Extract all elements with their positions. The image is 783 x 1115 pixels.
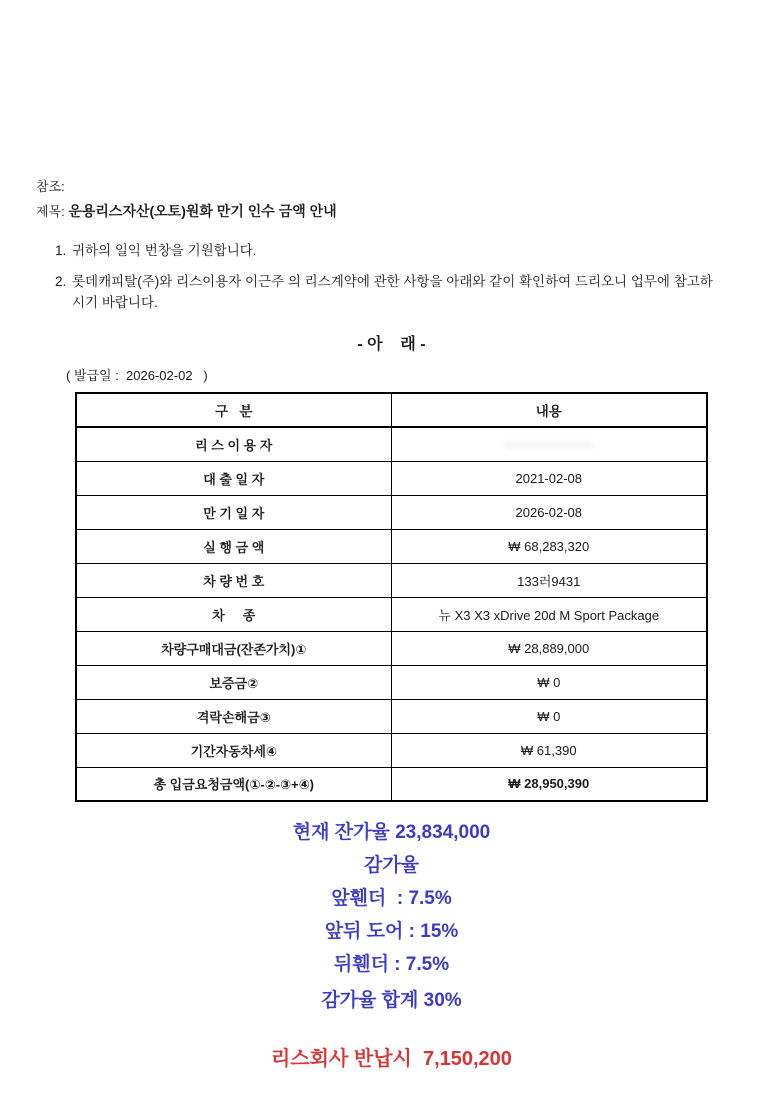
header-content: 내용 [391, 393, 707, 427]
cell-value: 133러9431 [391, 563, 707, 597]
cell-value: ₩ 0 [391, 665, 707, 699]
reference-label: 참조: [36, 179, 65, 194]
table-row [76, 699, 707, 733]
table-row [76, 563, 707, 597]
body-paragraphs [55, 240, 720, 323]
cell-label: 차량구매대금(잔존가치)① [76, 631, 391, 665]
table-row [76, 631, 707, 665]
cell-value [391, 427, 707, 461]
table-row-total [76, 767, 707, 801]
below-heading: - 아 래 - [357, 336, 426, 353]
body-item-1 [55, 240, 720, 261]
cell-value: ₩ 28,950,390 [391, 767, 707, 801]
table-row [76, 665, 707, 699]
cell-value: ₩ 68,283,320 [391, 529, 707, 563]
table-row [76, 733, 707, 767]
table-header-row [76, 393, 707, 427]
document-title: 운용리스자산(오토)원화 만기 인수 금액 안내 [68, 203, 337, 219]
cell-label: 차 종 [76, 597, 391, 631]
table-row [76, 495, 707, 529]
depreciation-rate-heading: 감가율 [363, 855, 420, 876]
title-label: 제목: [36, 204, 69, 219]
cell-value: ₩ 61,390 [391, 733, 707, 767]
table-row [76, 427, 707, 461]
redacted-smudge [504, 441, 594, 449]
cell-label: 대 출 일 자 [76, 461, 391, 495]
current-residual-rate-line: 현재 잔가율 23,834,000 [292, 822, 491, 843]
cell-value: 2021-02-08 [391, 461, 707, 495]
cell-value: 2026-02-08 [391, 495, 707, 529]
cell-value: 뉴 X3 X3 xDrive 20d M Sport Package [391, 597, 707, 631]
body-item-2 [55, 271, 720, 313]
cell-label: 차 량 번 호 [76, 563, 391, 597]
depreciation-total-line: 감가율 합계 30% [321, 990, 462, 1011]
cell-label: 보증금② [76, 665, 391, 699]
item-number: 2. [55, 274, 67, 289]
item-number: 1. [55, 243, 67, 258]
cell-label: 격락손해금③ [76, 699, 391, 733]
cell-label: 만 기 일 자 [76, 495, 391, 529]
cell-label: 실 행 금 액 [76, 529, 391, 563]
issue-date-line: ( 발급일 : 2026-02-02 ) [66, 368, 208, 383]
depreciation-summary [0, 816, 783, 1017]
cell-value: ₩ 0 [391, 699, 707, 733]
item-text: 귀하의 일익 번창을 기원합니다. [72, 243, 257, 258]
cell-label: 리 스 이 용 자 [76, 427, 391, 461]
cell-value: ₩ 28,889,000 [391, 631, 707, 665]
rear-fender-rate-line: 뒤휀더 : 7.5% [333, 954, 450, 975]
table-row [76, 597, 707, 631]
lease-detail-table [75, 392, 708, 802]
title-line [36, 201, 337, 221]
cell-label: 기간자동차세④ [76, 733, 391, 767]
table-row [76, 461, 707, 495]
front-rear-door-rate-line: 앞뒤 도어 : 15% [324, 921, 459, 942]
cell-label: 총 입금요청금액(①-②-③+④) [76, 767, 391, 801]
header-category: 구 분 [76, 393, 391, 427]
table-row [76, 529, 707, 563]
item-text: 롯데캐피탈(주)와 리스이용자 이근주 의 리스계약에 관한 사항을 아래와 같이 확인하여 드리오니 업무에 참고하시기 바랍니다. [72, 274, 713, 310]
front-fender-rate-line: 앞휀더 : 7.5% [331, 888, 452, 909]
lease-return-amount-line: 리스회사 반납시 7,150,200 [271, 1048, 512, 1070]
